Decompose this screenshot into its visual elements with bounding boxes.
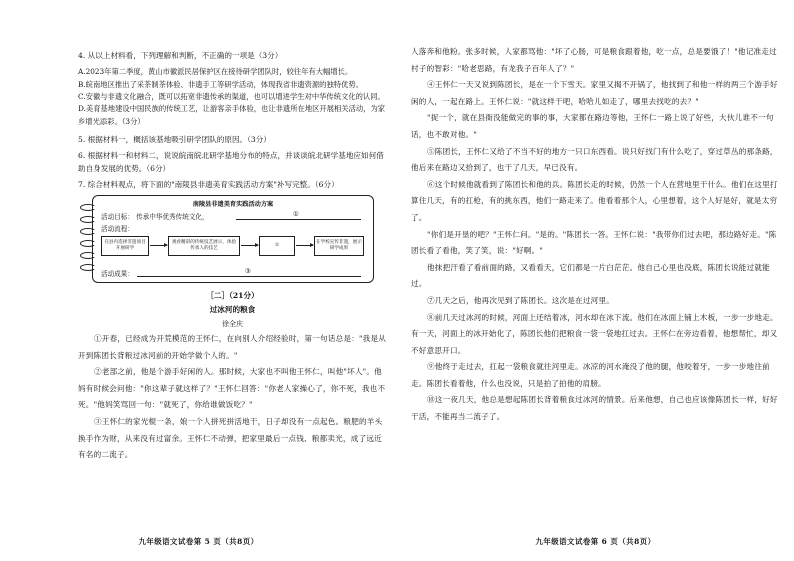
question-7: 7. 综合材料观点，将下面的"南陵县非遗美育实践活动方案"补写完整。（6分） bbox=[78, 179, 339, 189]
binder-ring-icon bbox=[80, 216, 96, 223]
story-paragraph-10: ⑩这一夜几天，他总是想起陈团长背着粮食过冰河的情景。后来他想，自己也应该像陈团长一样，好好干活，不能再当二流子了。 bbox=[411, 395, 778, 422]
flow-step-3-blank[interactable] bbox=[259, 236, 295, 256]
story-paragraph-9: ⑨他终于走过去，扛起一袋粮食就往河里走。冰凉的河水淹没了他的腿，他咬着牙，一步一步地往前走。陈团长看着他，什么也没说，只是拍了拍他的肩膀。 bbox=[411, 362, 770, 388]
q4-option-c: C.安徽与非遗文化融合，既可以拓宽非遗传承的渠道，也可以增进学生对中华传统文化的认同。 bbox=[78, 92, 385, 102]
plan-title: 南陵县非遗美育实践活动方案 bbox=[192, 201, 274, 209]
story-author: 徐全庆 bbox=[222, 320, 243, 329]
story-title: 过冰河的粮食 bbox=[209, 305, 256, 315]
right-page bbox=[397, 0, 794, 561]
flow-step-1: 在县内选择非遗项目开展研学 bbox=[101, 236, 149, 256]
flow-step-2: 观看精彩的传统技艺展示，体验传承人的技艺 bbox=[168, 236, 240, 256]
story-paragraph-2: ②老部之前，他是个游手好闲的人。那时候，大家也不叫他王怀仁，叫他"坏人"。他妈有时候会问他："你这辈子就这样了？"王怀仁回答："你老人家操心了，你不死，我也不死。"他妈笑骂回一句："就死了，你给谁做饭吃？" bbox=[78, 367, 386, 410]
flow-step-4: 在学校宣传非遗，展示研学成果 bbox=[314, 236, 364, 256]
story-paragraph-4b: "捉一个，就在县衙没能做完的事的事，大家都在路边等他，王怀仁一路上说了好些，大伙儿谁不一句话，也不敢对他。" bbox=[411, 113, 774, 139]
q4-option-a: A.2023年第二季度，黄山市徽派民居保护区在接待研学团队时，较往年有大幅增长。 bbox=[78, 67, 353, 77]
story-paragraph-1: ①开春，已经成为开荒模范的王怀仁，在向别人介绍经验时，第一句话总是："我是从开到陈团长背粮过冰河前的开始学做个人的。" bbox=[78, 334, 387, 360]
right-page-footer: 九年级语文试卷第 6 页（共8页） bbox=[535, 537, 656, 546]
flow-arrow-icon bbox=[241, 245, 258, 246]
question-4-stem: 4. 从以上材料看，下列理解和判断，不正确的一项是（3分） bbox=[78, 51, 283, 60]
story-paragraph-6c: 他抹把汗看了看前面的路，又看看天，它们都是一片白茫茫。他自己心里也没底，陈团长说能过就能过。 bbox=[411, 262, 770, 289]
story-paragraph-cont: 人落奔和他粉。张多时候，人家都骂他："坏了心肠，可是粮食跟着他，吃一点，总是要饿了！"他记准走过村子的智彩："哈老思路，有龙我子百年人了？" bbox=[411, 47, 777, 73]
plan-goal-text: 传承中华优秀传统文化， bbox=[136, 213, 209, 222]
section-heading: ［二］（21分） bbox=[206, 291, 259, 301]
story-paragraph-7: ⑦几天之后，他再次见到了陈团长。这次是在过河里。 bbox=[427, 295, 615, 305]
blank-2-marker: ② bbox=[274, 243, 280, 249]
binder-ring-icon bbox=[80, 264, 96, 271]
plan-result-label: 活动成果： bbox=[101, 270, 134, 279]
activity-plan-box bbox=[92, 195, 374, 283]
binder-ring-icon bbox=[80, 228, 96, 235]
story-paragraph-5: ⑤陈团长，王怀仁又给了不当不好的地方一只口东西看。说只好找门有什么吃了，穿过草丛的那条路，他后来在路边又拾到了，也干了几天，早已没有。 bbox=[411, 146, 778, 173]
blank-1-marker: ① bbox=[293, 210, 299, 219]
story-paragraph-8: ⑧前几天过冰河的时候，河面上还结着冰，河水却在冰下流。他们在冰面上铺上木板，一步一步地走。有一天，河面上的冰开始化了，陈团长他们把粮食一袋一袋地扛过去。王怀仁在旁边看着，他想帮忙，却又不好意思开口。 bbox=[411, 312, 778, 355]
flow-arrow-icon bbox=[150, 245, 167, 246]
plan-flow-label: 活动流程： bbox=[101, 225, 134, 234]
plan-goal-row bbox=[101, 211, 209, 221]
flow-arrow-icon bbox=[296, 245, 313, 246]
q4-option-b: B.皖南地区推出了采茶制茶体验、非遗手工等研学活动，体现我省非遗资源的独特优势。 bbox=[78, 79, 363, 89]
story-paragraph-6: ⑥这个时候他就看到了陈团长和他的兵。陈团长走的时候，仍然一个人在营地里干什么。他们在这里打算住几天，有的扛枪，有的挑东西，他们一路走来了。他看着那个人，心里想着，这个人好是好，就是太穷了。 bbox=[411, 179, 778, 222]
binder-ring-icon bbox=[80, 204, 96, 211]
blank-1-line[interactable] bbox=[236, 219, 361, 220]
blank-3-line[interactable] bbox=[137, 276, 361, 277]
story-paragraph-3: ③王怀仁的家光棍一条，娘一个人拼死拼活地干，日子却没有一点起色。粮肥的羊头换手作为财，从来没有过富余。王怀仁不动弹，把家里最后一点钱、粮都卖光，成了远近有名的二流子。 bbox=[78, 417, 383, 460]
story-paragraph-4: ④王怀仁一天又说到陈团长，是在一个下雪天。家里又揭不开锅了，他找到了和他一样的两三个游手好闲的人，一起在路上。王怀仁说："就这样干吧，哈哈儿如走了，哪里去找吃的去？" bbox=[411, 80, 778, 106]
blank-3-marker: ③ bbox=[245, 267, 251, 276]
story-paragraph-6b: "你们是开垦的吧？"王怀仁问。"是的。"陈团长一答。王怀仁说："我带你们过去吧，那边路好走。"陈团长看了看他，笑了笑，说："好啊。" bbox=[411, 229, 777, 256]
plan-goal-label: 活动目标： bbox=[101, 213, 134, 222]
question-6: 6. 根据材料一和材料二，说说皖南皖北研学基地分布的特点，并谈谈皖北研学基地应如何借助自身发展的优势。（6分） bbox=[78, 151, 384, 173]
binder-ring-icon bbox=[80, 240, 96, 247]
left-page-footer: 九年级语文试卷第 5 页（共8页） bbox=[138, 537, 259, 546]
question-5: 5. 根据材料一，概括该基地吸引研学团队的原因。（3分） bbox=[78, 135, 271, 145]
q4-option-d: D.美育基地建设中国民族的传统工艺，让游客亲手体验，也让非遗所在地区开展相关活动，为家乡增光添彩。（3分） bbox=[78, 104, 386, 126]
binder-ring-icon bbox=[80, 252, 96, 259]
